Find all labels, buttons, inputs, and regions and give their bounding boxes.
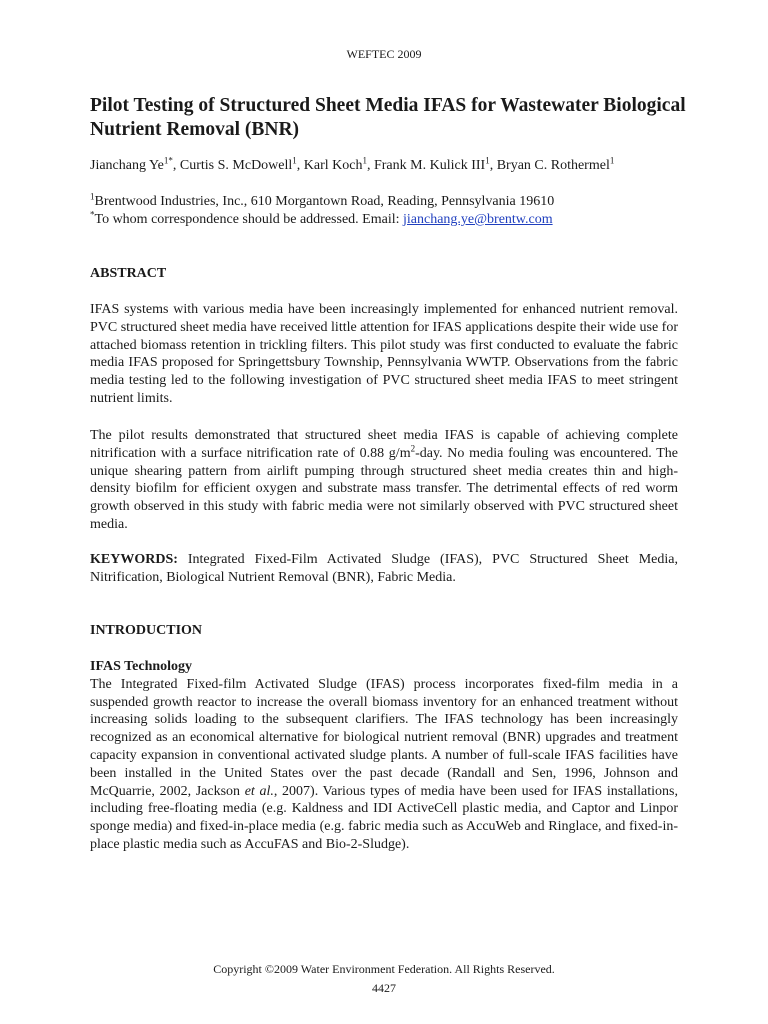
author: Frank M. Kulick III$^1$, bbox=[373, 155, 497, 173]
email-link[interactable]: jianchang.ye@brentw.com bbox=[403, 212, 553, 227]
affiliation-line: $^1$Brentwood Industries, Inc., 610 Morgantown Road, Reading, Pennsylvania 19610 bbox=[90, 191, 555, 209]
ifas-technology-subheading: IFAS Technology bbox=[90, 659, 193, 674]
abstract-heading: ABSTRACT bbox=[90, 266, 167, 281]
introduction-paragraph: IFAS Technology The Integrated Fixed-film Activated Sludge (IFAS) process incorporates fixed-film media in a suspended growth reactor to increase the overall biomass inventory for an enhanced treatment without increasing solids loading to the subsequent clarifiers. The IFAS technology has been increasingly recognized as an economical alternative for biological nutrient removal (BNR) upgrades and treatment capacity expansion in conventional activated sludge plants. A number of full-scale IFAS facilities have been installed in the United States over the past decade (Randall and Sen, 1996, Johnson and McQuarrie, 2002, Jackson et al., 2007). Various types of media have been used for IFAS installations, including free-floating media (e.g. Kaldness and IDI ActiveCell plastic media, and Captor and Linpor sponge media) and fixed-in-place media (e.g. fabric media such as AccuWeb and Ringlace, and fixed-in-place plastic media such as AccuFAS and Bio-2-Sludge). bbox=[90, 659, 678, 852]
author: Bryan C. Rothermel$^1$ bbox=[496, 155, 615, 173]
keywords-label: KEYWORDS: bbox=[90, 552, 178, 567]
page-number: 4427 bbox=[372, 981, 396, 995]
affiliation-block bbox=[90, 193, 690, 229]
author: Karl Koch$^1$, bbox=[303, 155, 374, 173]
running-header: WEFTEC 2009 bbox=[346, 47, 422, 61]
abstract-paragraph-2: The pilot results demonstrated that structured sheet media IFAS is capable of achieving complete nitrification with a surface nitrification rate of 0.88 $g/m^2$-day. No media fouling was encountered. The unique shearing pattern from airlift pumping through structured sheet media creates thin and high-density biofilm for efficient oxygen and substrate mass transfer. The detrimental effects of red worm growth observed in this study with fabric media were not similarly observed with PVC structured sheet media. bbox=[90, 428, 678, 532]
paper-title: Pilot Testing of Structured Sheet Media IFAS for Wastewater Biological Nutrient Removal (BNR) bbox=[90, 95, 686, 140]
author: Jianchang $Ye^{1*}$, bbox=[90, 155, 180, 173]
author: Curtis S. McDowell$^1$, bbox=[179, 155, 304, 173]
correspondence-line: *To whom correspondence should be addressed. Email: jianchang.ye@brentw.com bbox=[90, 209, 553, 227]
author-list bbox=[90, 157, 690, 175]
keywords: KEYWORDS: Integrated Fixed-Film Activated Sludge (IFAS), PVC Structured Sheet Media, Nitrification, Biological Nutrient Removal (BNR), Fabric Media. bbox=[90, 552, 678, 585]
introduction-heading: INTRODUCTION bbox=[90, 623, 203, 638]
copyright-notice: Copyright ©2009 Water Environment Federation. All Rights Reserved. bbox=[213, 962, 555, 976]
abstract-paragraph-1: IFAS systems with various media have been increasingly implemented for enhanced nutrient removal. PVC structured sheet media have received little attention for IFAS applications despite their wide use for attached biomass retention in trickling filters. This pilot study was first conducted to evaluate the fabric media IFAS proposed for Springettsbury Township, Pennsylvania WWTP. Observations from the fabric media testing led to the following investigation of PVC structured sheet media IFAS to meet stringent nutrient limits. bbox=[90, 302, 678, 406]
